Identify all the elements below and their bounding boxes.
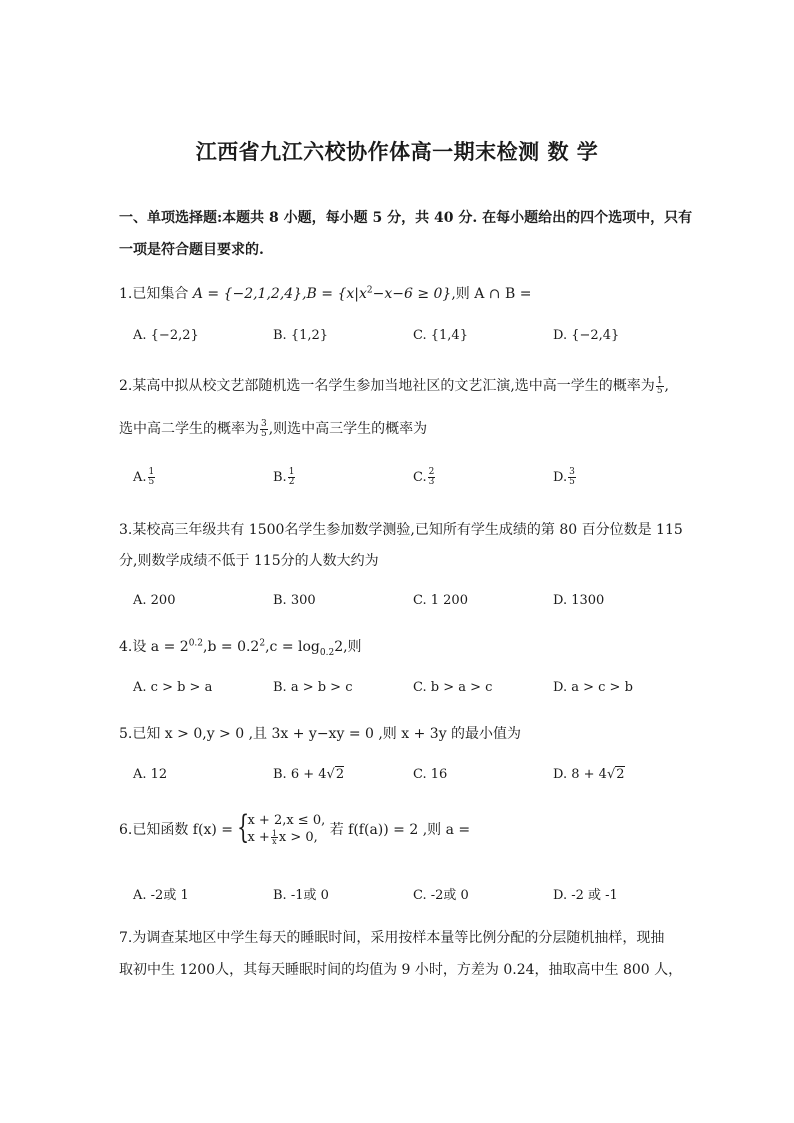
q2-option-a-den: 5	[148, 477, 155, 487]
q2-option-b-num: 1	[288, 467, 295, 477]
q2-frac1-num: 1	[656, 375, 663, 386]
q5-option-a: A. 12	[133, 767, 168, 782]
question-7-line2: 取初中生 1200人，其每天睡眠时间的均值为 9 小时，方差为 0.24，抽取高中生 800 人，	[119, 962, 683, 978]
q2-option-d-label: D.	[553, 470, 568, 485]
q4-option-b: B. a > b > c	[273, 680, 353, 695]
q3-option-b: B. 300	[273, 593, 316, 608]
q5-option-d-label: D. 8 + 4	[553, 767, 607, 782]
q1-suffix: ,则 A ∩ B =	[451, 286, 532, 302]
q5-option-b	[273, 767, 344, 782]
q2-option-b-den: 2	[288, 477, 295, 487]
q2-option-d-den: 5	[569, 477, 575, 487]
q4-prefix: 4.设 a = 2	[119, 639, 189, 655]
q6-case2-num: 1	[271, 829, 277, 838]
q1-option-b: B. {1,2}	[273, 328, 329, 343]
section-heading-line1: 一、单项选择题:本题共 8 小题，每小题 5 分，共 40 分. 在每小题给出的四个选项中，只有	[119, 210, 693, 226]
question-6	[119, 808, 471, 846]
q4-option-c: C. b > a > c	[413, 680, 493, 695]
q2-option-a-num: 1	[148, 467, 155, 477]
q2-option-c-num: 2	[428, 467, 435, 477]
q1-option-a: A. {−2,2}	[133, 328, 199, 343]
q4-mid2: ,c = log	[265, 639, 320, 655]
q2-option-c-label: C.	[413, 470, 427, 485]
q6-option-a: A. -2或 1	[133, 888, 189, 903]
q3-option-d: D. 1300	[553, 593, 605, 608]
q6-option-d: D. -2 或 -1	[553, 888, 618, 903]
q3-option-c: C. 1 200	[413, 593, 468, 608]
q5-option-b-rad: 2	[335, 767, 345, 782]
q6-case2-a: x +	[247, 830, 270, 845]
q6-prefix: 6.已知函数 f(x) =	[119, 822, 233, 838]
page-title: 江西省九江六校协作体高一期末检测 数 学	[195, 139, 599, 164]
q2-option-a-label: A.	[133, 470, 147, 485]
q4-option-d: D. a > c > b	[553, 680, 633, 695]
q5-option-c: C. 16	[413, 767, 448, 782]
q4-mid: ,b = 0.2	[203, 639, 260, 655]
q2-frac2-num: 3	[261, 418, 267, 429]
q2-option-b	[273, 468, 296, 487]
section-heading-line2: 一项是符合题目要求的.	[119, 242, 264, 258]
question-5: 5.已知 x > 0,y > 0 ,且 3x + y−xy = 0 ,则 x + 3y 的最小值为	[119, 726, 522, 742]
question-3-line1: 3.某校高三年级共有 1500名学生参加数学测验,已知所有学生成绩的第 80 百分位数是 115	[119, 522, 683, 538]
question-4	[119, 636, 362, 658]
q2-line2b: ,则选中高三学生的概率为	[268, 421, 428, 437]
q1-set-b-tail: −x−6 ≥ 0}	[372, 286, 452, 302]
question-7-line1: 7.为调查某地区中学生每天的睡眠时间，采用按样本量等比例分配的分层随机抽样，现抽	[119, 930, 665, 946]
q3-option-a: A. 200	[133, 593, 176, 608]
q1-set-a: A = {−2,1,2,4}	[192, 286, 303, 302]
question-1	[119, 283, 531, 303]
q2-line1-tail: ,	[664, 378, 669, 394]
left-brace-icon: {	[237, 808, 250, 846]
q4-exp2: 2	[259, 638, 266, 649]
q2-frac1-den: 5	[656, 385, 663, 396]
q2-line1: 2.某高中拟从校文艺部随机选一名学生参加当地社区的文艺汇演,选中高一学生的概率为	[119, 378, 655, 394]
q6-option-b: B. -1或 0	[273, 888, 329, 903]
q2-fraction-1	[656, 377, 664, 396]
q1-set-b: ,B = {x|x	[302, 286, 367, 302]
q2-option-c-den: 3	[428, 477, 435, 487]
q2-option-d-num: 3	[569, 467, 575, 477]
q6-option-c: C. -2或 0	[413, 888, 469, 903]
q6-case2	[247, 829, 325, 846]
q5-option-d	[553, 767, 625, 782]
q6-case2-b: x > 0,	[278, 830, 318, 845]
q6-case1: x + 2,x ≤ 0,	[247, 813, 326, 828]
question-3-line2: 分,则数学成绩不低于 115分的人数大约为	[119, 553, 379, 569]
q4-exp1: 0.2	[188, 638, 204, 649]
q1-option-c: C. {1,4}	[413, 328, 468, 343]
q5-option-d-rad: 2	[616, 767, 625, 782]
q4-option-a: A. c > b > a	[133, 680, 213, 695]
question-2-line2	[119, 418, 427, 439]
q2-option-c	[413, 468, 436, 487]
q2-fraction-2	[260, 420, 268, 439]
radical-icon: √	[326, 767, 335, 782]
q2-frac2-den: 5	[261, 428, 267, 439]
q5-option-b-label: B. 6 + 4	[273, 767, 327, 782]
q1-option-d: D. {−2,4}	[553, 328, 620, 343]
q6-suffix: 若 f(f(a)) = 2 ,则 a =	[329, 822, 471, 838]
q2-option-a	[133, 468, 156, 487]
radical-icon: √	[606, 767, 616, 782]
q1-prefix: 1.已知集合	[119, 286, 193, 302]
q2-option-b-label: B.	[273, 470, 287, 485]
q2-line2a: 选中高二学生的概率为	[119, 421, 259, 437]
q6-piecewise	[237, 808, 326, 846]
q4-sub: 0.2	[319, 647, 335, 658]
q2-option-d	[553, 468, 577, 487]
q1-set-b-exp: 2	[366, 285, 373, 296]
question-2-line1	[119, 375, 669, 396]
q6-case2-den: x	[272, 837, 277, 846]
q4-suffix: 2,则	[334, 639, 362, 655]
